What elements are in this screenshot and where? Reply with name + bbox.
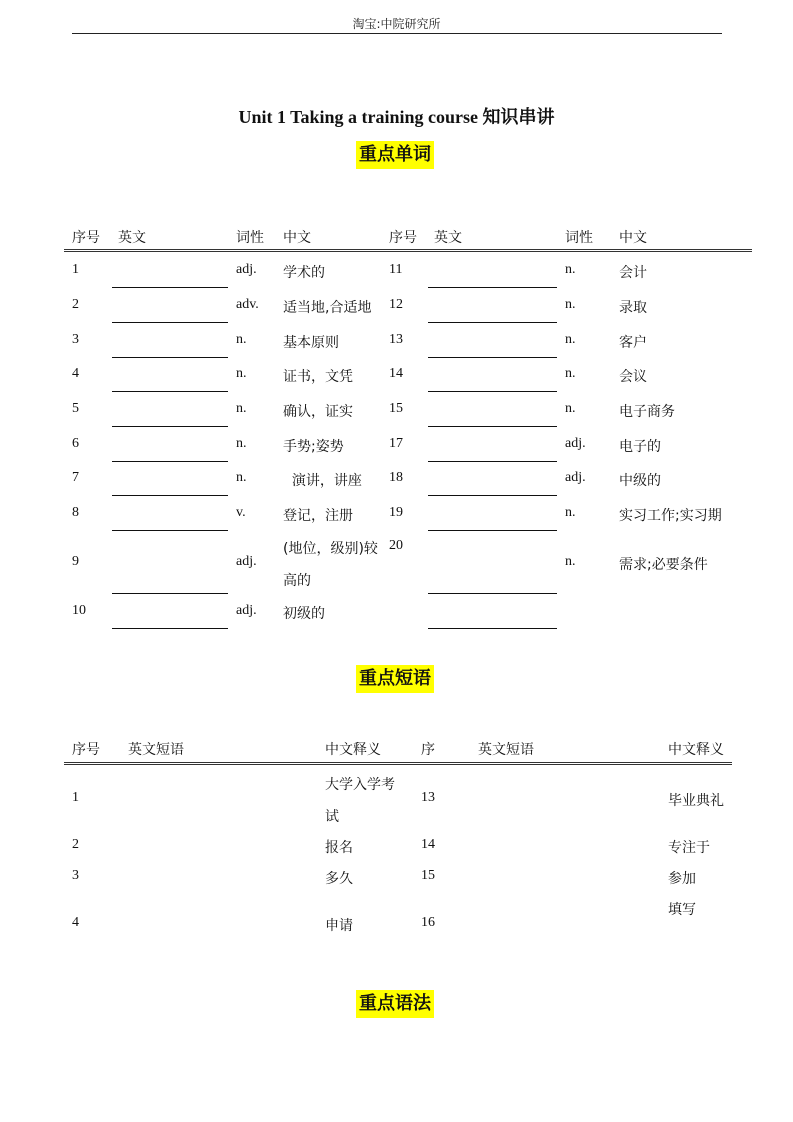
word-no: 5: [72, 401, 79, 416]
word-blank[interactable]: [428, 287, 557, 288]
word-blank[interactable]: [112, 495, 228, 496]
phrases-header-rule: [64, 762, 732, 765]
header-zh-meaning: 中文释义: [325, 742, 381, 758]
word-blank[interactable]: [428, 530, 557, 531]
phrase-zh: 毕业典礼: [668, 793, 724, 809]
word-pos: v.: [236, 505, 246, 520]
word-blank[interactable]: [428, 426, 557, 427]
word-blank[interactable]: [112, 426, 228, 427]
phrase-zh: 填写: [668, 902, 696, 918]
phrase-no: 1: [72, 790, 79, 805]
phrase-zh: 参加: [668, 871, 696, 887]
phrase-no: 16: [421, 915, 435, 930]
word-no: 6: [72, 436, 79, 451]
word-zh: 学术的: [283, 265, 325, 281]
word-zh: 客户: [619, 335, 647, 351]
word-pos: n.: [236, 332, 247, 347]
word-blank[interactable]: [428, 322, 557, 323]
word-zh: 登记，注册: [283, 508, 353, 524]
word-zh: 实习工作;实习期: [619, 508, 722, 524]
word-no: 9: [72, 554, 79, 569]
section-heading-words: 重点单词: [356, 141, 434, 169]
word-pos: n.: [565, 297, 576, 312]
word-pos: adj.: [565, 436, 586, 451]
phrase-zh: 申请: [325, 918, 353, 934]
phrase-zh: 大学入学考: [325, 777, 395, 793]
word-pos: adj.: [236, 603, 257, 618]
header-zh-meaning-right: 中文释义: [668, 742, 724, 758]
word-no: 19: [389, 505, 403, 520]
word-pos: n.: [236, 436, 247, 451]
word-pos: n.: [565, 366, 576, 381]
word-blank[interactable]: [112, 530, 228, 531]
header-en-phrase-right: 英文短语: [478, 742, 534, 758]
words-header-rule: [64, 249, 752, 252]
header-en-phrase: 英文短语: [128, 742, 184, 758]
word-no: 1: [72, 262, 79, 277]
header-no-right: 序号: [389, 230, 417, 246]
header-no: 序号: [72, 742, 100, 758]
word-pos: n.: [565, 505, 576, 520]
phrase-zh-continued: 试: [325, 809, 339, 825]
word-blank[interactable]: [112, 322, 228, 323]
word-pos: adv.: [236, 297, 259, 312]
phrase-zh: 专注于: [668, 840, 710, 856]
word-blank[interactable]: [112, 391, 228, 392]
word-no: 8: [72, 505, 79, 520]
word-blank[interactable]: [112, 357, 228, 358]
word-no: 10: [72, 603, 86, 618]
word-blank[interactable]: [428, 628, 557, 629]
word-pos: n.: [236, 401, 247, 416]
word-no: 18: [389, 470, 403, 485]
word-blank[interactable]: [428, 593, 557, 594]
phrase-zh: 多久: [325, 871, 353, 887]
word-zh: (地位，级别)较: [283, 541, 378, 557]
word-zh: 适当地,合适地: [283, 300, 372, 316]
phrase-no: 4: [72, 915, 79, 930]
word-no: 11: [389, 262, 403, 277]
word-blank[interactable]: [112, 461, 228, 462]
header-rule: [72, 33, 722, 34]
header-en-right: 英文: [434, 230, 462, 246]
word-no: 3: [72, 332, 79, 347]
word-blank[interactable]: [428, 357, 557, 358]
word-no: 12: [389, 297, 403, 312]
word-pos: adj.: [236, 262, 257, 277]
page-header: 淘宝:中院研究所: [352, 17, 441, 31]
word-no: 14: [389, 366, 403, 381]
word-pos: adj.: [236, 554, 257, 569]
word-zh: 手势;姿势: [283, 439, 344, 455]
word-pos: adj.: [565, 470, 586, 485]
word-blank[interactable]: [112, 628, 228, 629]
word-pos: n.: [565, 262, 576, 277]
word-zh-continued: 高的: [283, 573, 311, 589]
header-no-left: 序号: [72, 230, 100, 246]
word-blank[interactable]: [112, 287, 228, 288]
word-pos: n.: [565, 401, 576, 416]
word-pos: n.: [565, 554, 576, 569]
word-zh: 电子的: [619, 439, 661, 455]
word-no: 15: [389, 401, 403, 416]
word-no: 4: [72, 366, 79, 381]
header-zh-right: 中文: [619, 230, 647, 246]
word-no: 20: [389, 538, 403, 553]
word-no: 2: [72, 297, 79, 312]
phrase-no: 14: [421, 837, 435, 852]
word-zh: 演讲，讲座: [283, 473, 362, 489]
word-blank[interactable]: [428, 495, 557, 496]
word-zh: 确认，证实: [283, 404, 353, 420]
word-zh: 证书，文凭: [283, 369, 353, 385]
word-zh: 会计: [619, 265, 647, 281]
phrase-no: 2: [72, 837, 79, 852]
header-pos-left: 词性: [236, 230, 264, 246]
word-zh: 电子商务: [619, 404, 675, 420]
word-pos: n.: [236, 470, 247, 485]
phrase-no: 3: [72, 868, 79, 883]
header-zh-left: 中文: [283, 230, 311, 246]
header-pos-right: 词性: [565, 230, 593, 246]
word-blank[interactable]: [112, 593, 228, 594]
word-pos: n.: [236, 366, 247, 381]
word-zh: 中级的: [619, 473, 661, 489]
word-no: 13: [389, 332, 403, 347]
phrase-no: 13: [421, 790, 435, 805]
word-zh: 需求;必要条件: [619, 557, 708, 573]
phrase-no: 15: [421, 868, 435, 883]
phrase-zh: 报名: [325, 840, 353, 856]
word-zh: 会议: [619, 369, 647, 385]
header-no-right: 序: [421, 742, 435, 758]
word-blank[interactable]: [428, 461, 557, 462]
word-zh: 录取: [619, 300, 647, 316]
word-no: 17: [389, 436, 403, 451]
document-title: Unit 1 Taking a training course 知识串讲: [238, 107, 555, 127]
word-pos: n.: [565, 332, 576, 347]
word-no: 7: [72, 470, 79, 485]
section-heading-grammar: 重点语法: [356, 990, 434, 1018]
header-en-left: 英文: [118, 230, 146, 246]
word-zh: 初级的: [283, 606, 325, 622]
word-blank[interactable]: [428, 391, 557, 392]
word-zh: 基本原则: [283, 335, 339, 351]
section-heading-phrases: 重点短语: [356, 665, 434, 693]
